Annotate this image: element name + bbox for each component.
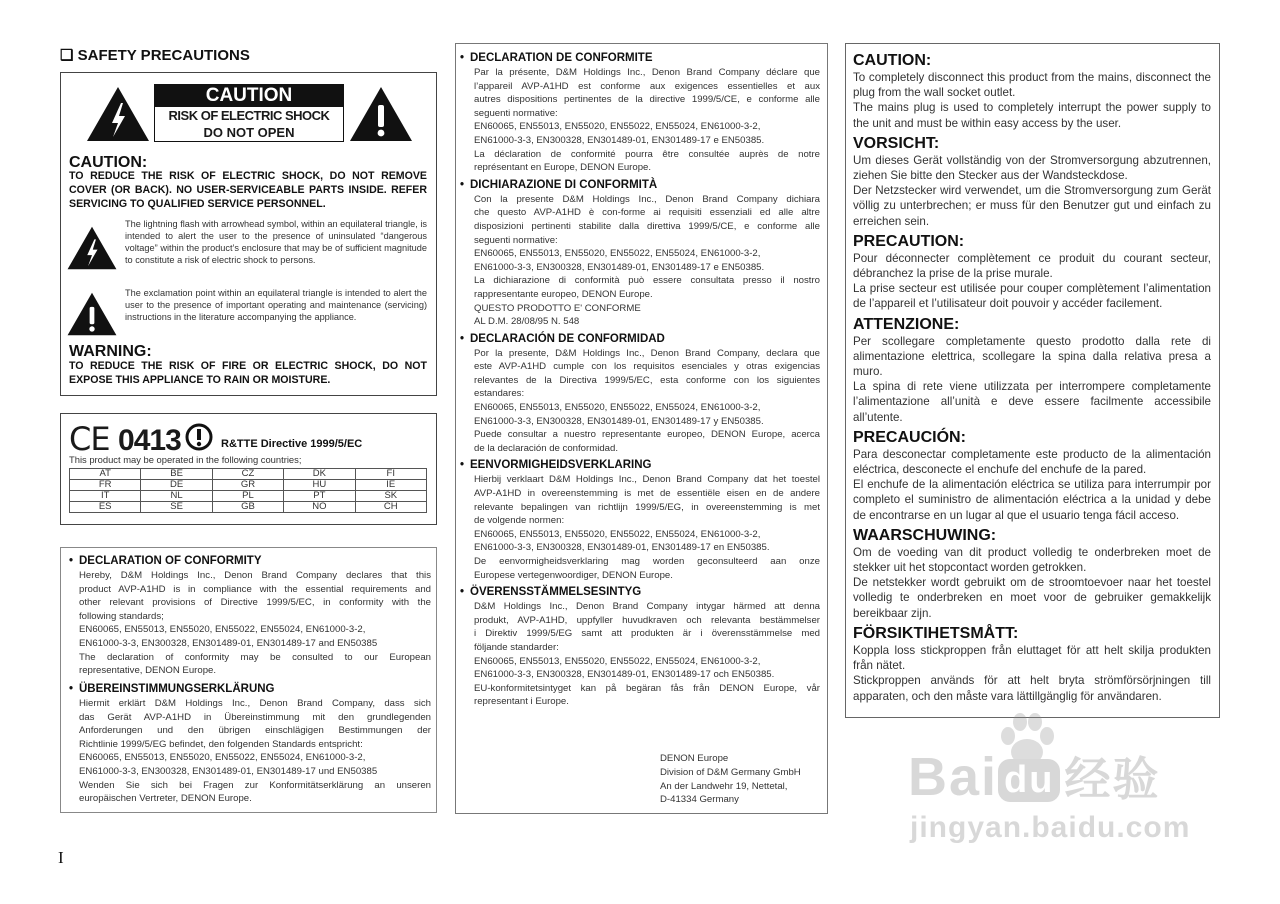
- countries-row: [70, 480, 427, 491]
- section-text: [460, 193, 820, 329]
- text-line: Par la présente, D&M Holdings Inc., Denon Brand Company déclare que: [474, 67, 820, 78]
- section-heading-text: DICHIARAZIONE DI CONFORMITÀ: [470, 178, 658, 191]
- section-heading: [460, 458, 820, 473]
- section-paragraph: Um dieses Gerät vollständig von der Stromversorgung abzutrennen, ziehen Sie bitte den Stecker aus der Wandsteckdose.: [853, 153, 1211, 183]
- text-line: Hierbij verklaart D&M Holdings Inc., Denon Brand Company dat het toestel: [474, 474, 820, 486]
- text-line: Europese vertegenwoordiger, DENON Europe.: [474, 569, 673, 581]
- section-paragraph: Koppla loss stickproppen från eluttaget för att helt skilja produkten från nätet.: [853, 643, 1211, 673]
- section-text: [460, 473, 820, 582]
- baidu-url: jingyan.baidu.com: [910, 811, 1191, 844]
- caution-banner-line1: RISK OF ELECTRIC SHOCK: [168, 108, 330, 123]
- address-line: Division of D&M Germany GmbH: [660, 766, 801, 778]
- section-heading: [460, 51, 820, 66]
- text-line: EN60065, EN55013, EN55020, EN55022, EN55024, EN61000-3-2,: [474, 528, 761, 540]
- caution-box: [60, 72, 437, 396]
- section-paragraph: Pour déconnecter complètement ce produit du courant secteur, débranchez la prise de la prise murale.: [853, 251, 1211, 281]
- text-line: seguenti normative:: [474, 234, 558, 246]
- countries-row: [70, 502, 427, 513]
- bullet-icon: •: [460, 332, 465, 345]
- text-line: EN60065, EN55013, EN55020, EN55022, EN55024, EN61000-3-2,: [474, 655, 761, 667]
- country-code: PL: [212, 491, 283, 502]
- text-line: relevante bepalingen van richtlijn 1999/5/EG, in overeenstemming is met: [474, 501, 820, 513]
- text-line: représentant en Europe, DENON Europe.: [474, 162, 652, 174]
- text-line: Richtlinie 1999/5/EG befindet, den folgenden Standards entspricht:: [79, 738, 363, 750]
- text-line: EN60065, EN55013, EN55020, EN55022, EN55024, EN61000-3-2,: [474, 121, 761, 133]
- declaration-conformity-heading: • DECLARATION OF CONFORMITY: [69, 555, 262, 567]
- rtte-directive: R&TTE Directive 1999/5/EC: [221, 438, 363, 450]
- text-line: EN60065, EN55013, EN55020, EN55022, EN55024, EN61000-3-2,: [474, 248, 761, 260]
- text-line: La dichiarazione di conformità può essere consultata presso il nostro: [474, 275, 820, 287]
- countries-row: [70, 491, 427, 502]
- section-heading: FÖRSIKTIHETSMÅTT:: [853, 624, 1019, 642]
- text-line: EN61000-3-3, EN300328, EN301489-01, EN301489-17 en EN50385.: [474, 542, 770, 554]
- section-paragraph: Der Netzstecker wird verwendet, um die Stromversorgung zum Gerät völlig zu unterbrechen; er muss für den Benutzer gut und einfach zu erreichen sein.: [853, 184, 1211, 228]
- ce-mark: [69, 420, 181, 458]
- country-code: DE: [141, 480, 212, 491]
- section-heading: PRECAUTION:: [853, 232, 965, 250]
- bullet-icon: •: [69, 683, 74, 695]
- lightning-description: The lightning flash with arrowhead symbol, within an equilateral triangle, is intended to alert the user to the presence of uninsulated “dangerous voltage” within the product’s enclosure that may be of sufficient magnitude to constitute a risk of electric shock to persons.: [125, 219, 427, 265]
- section-heading: VORSICHT:: [853, 134, 940, 152]
- text-line: La déclaration de conformité pourra être consultée auprès de notre: [474, 148, 820, 160]
- text-line: europäischen Vertreter, DENON Europe.: [79, 793, 252, 805]
- section-heading: [460, 332, 820, 347]
- section-heading: ATTENZIONE:: [853, 315, 960, 333]
- country-code: NL: [141, 491, 212, 502]
- bullet-icon: •: [69, 555, 74, 567]
- text-line: rappresentante europeo, DENON Europe.: [474, 288, 653, 300]
- section-paragraph: La spina di rete viene utilizzata per interrompere completamente l’alimentazione all’unità e deve essere facilmente accessibile all’utente.: [853, 380, 1211, 424]
- text-line: EN60065, EN55013, EN55020, EN55022, EN55024, EN61000-3-2,: [474, 402, 761, 414]
- text-line: de la declaración de conformidad.: [474, 442, 618, 454]
- text-line: relevantes de la Directiva 1999/5/EC, esta conforme con los siguientes: [474, 374, 820, 386]
- country-code: PT: [284, 491, 355, 502]
- text-line: Hiermit erklärt D&M Holdings Inc., Denon Brand Company, dass sich: [79, 698, 431, 709]
- middle-sections: [460, 51, 820, 709]
- text-line: EU-konformitetsintyget kan på begäran fås från DENON Europe, vår: [474, 682, 820, 694]
- text-line: EN61000-3-3, EN300328, EN301489-01, EN301489-17 e EN50385.: [474, 134, 765, 146]
- exclamation-description: The exclamation point within an equilateral triangle is intended to alert the user to the presence of important operating and maintenance (servicing) instructions in the literature accompanying the appliance.: [125, 288, 427, 322]
- text-line: QUESTO PRODOTTO E' CONFORME: [474, 302, 641, 314]
- section-heading-text: ÖVERENSSTÄMMELSESINTYG: [470, 586, 642, 599]
- text-line: Hereby, D&M Holdings Inc., Denon Brand Company declares that this: [79, 570, 431, 581]
- declaration-box-middle: [455, 43, 828, 814]
- country-code: BE: [141, 469, 212, 480]
- text-line: seguenti normative:: [474, 107, 558, 119]
- countries-table: [69, 468, 427, 513]
- lightning-triangle-icon: [85, 85, 151, 143]
- bullet-icon: •: [460, 178, 465, 191]
- country-code: HU: [284, 480, 355, 491]
- caution-banner: [154, 84, 344, 142]
- baidu-logo: Bai du 经验: [908, 747, 1161, 807]
- text-line: este AVP-A1HD cumple con los requisitos esenciales y otras exigencias: [474, 361, 820, 373]
- section-text: [460, 600, 820, 709]
- alert-circle-icon: [185, 423, 213, 451]
- caution-heading: CAUTION:: [69, 154, 148, 171]
- text-line: EN61000-3-3, EN300328, EN301489-01, EN301489-17 och EN50385.: [474, 669, 775, 681]
- text-line: EN60065, EN55013, EN55020, EN55022, EN55024, EN61000-3-2,: [79, 624, 366, 636]
- text-line: product AVP-A1HD is in compliance with the essential requirements and: [79, 583, 431, 595]
- address-line: D-41334 Germany: [660, 794, 739, 806]
- text-line: estandares:: [474, 388, 525, 400]
- text-line: EN61000-3-3, EN300328, EN301489-01, EN301489-17 e EN50385.: [474, 261, 765, 273]
- section-heading: [460, 585, 820, 600]
- text-line: Puede consultar a nuestro representante europeo, DENON Europe, acerca: [474, 429, 820, 441]
- text-line: das Gerät AVP-A1HD in Übereinstimmung mit den grundlegenden: [79, 711, 431, 723]
- address-line: An der Landwehr 19, Nettetal,: [660, 780, 788, 792]
- section-paragraph: De netstekker wordt gebruikt om de stroomtoevoer naar het toestel volledig te onderbreken en moet voor de gebruiker gemakkelijk bereikbaar zijn.: [853, 576, 1211, 620]
- text-line: produkt, AVP-A1HD, uppfyller huvudkraven och relevanta bestämmelser: [474, 614, 820, 626]
- section-heading: [460, 178, 820, 193]
- caution-text: TO REDUCE THE RISK OF ELECTRIC SHOCK, DO NOT REMOVE COVER (OR BACK). NO USER-SERVICEABLE PARTS INSIDE. REFER SERVICING TO QUALIFIED SERVICE PERSONNEL.: [69, 170, 427, 210]
- section-paragraph: To completely disconnect this product from the mains, disconnect the plug from the wall socket outlet.: [853, 71, 1211, 100]
- warning-heading: WARNING:: [69, 343, 152, 360]
- right-sections: [853, 51, 1211, 704]
- page-number: I: [58, 848, 64, 867]
- country-code: AT: [70, 469, 141, 480]
- text-line: disposizioni pertinenti stabilite dalla direttiva 1999/5/CE, e conforme alle: [474, 220, 820, 232]
- text-line: De eenvormigheidsverklaring mag worden geconsulteerd aan onze: [474, 556, 820, 567]
- bullet-icon: •: [460, 586, 465, 599]
- country-code: IE: [355, 480, 426, 491]
- uebereinstimmung-text: [65, 697, 431, 806]
- section-heading-text: DECLARACIÓN DE CONFORMIDAD: [470, 332, 665, 345]
- denon-europe-address: [660, 752, 801, 807]
- section-heading: PRECAUCIÓN:: [853, 428, 966, 446]
- section-paragraph: Per scollegare completamente questo prodotto dalla rete di alimentazione elettrica, scollegare la spina dalla relativa presa a muro.: [853, 334, 1211, 379]
- country-code: NO: [284, 502, 355, 513]
- section-paragraph: El enchufe de la alimentación eléctrica se utiliza para interrumpir por completo el suministro de alimentación eléctrica a la unidad y debe de encontrarse en un lugar al que el usuario tenga fácil acceso.: [853, 478, 1211, 522]
- text-line: che questo AVP-A1HD è con-forme ai requisiti essenziali ed alle altre: [474, 207, 820, 219]
- text-line: i Direktiv 1999/5/EG samt att produkten är i överensstämmelse med: [474, 628, 820, 640]
- text-line: The declaration of conformity may be consulted to our European: [79, 651, 431, 663]
- declaration-conformity-text: [65, 569, 431, 678]
- operated-countries-text: This product may be operated in the following countries;: [69, 454, 302, 465]
- lightning-triangle-small-icon: [66, 225, 118, 271]
- notified-body-number: 0413: [118, 424, 181, 457]
- text-line: EN61000-3-3, EN300328, EN301489-01, EN301489-17 und EN50385: [79, 765, 378, 777]
- safety-precautions-title: ❑ SAFETY PRECAUTIONS: [60, 47, 250, 64]
- text-line: följande standarder:: [474, 641, 559, 653]
- country-code: SE: [141, 502, 212, 513]
- exclamation-triangle-small-icon: [66, 291, 118, 337]
- exclamation-triangle-icon: [348, 85, 414, 143]
- baidu-watermark: [900, 705, 1230, 865]
- text-line: Con la presente D&M Holdings Inc., Denon Brand Company dichiara: [474, 193, 820, 205]
- text-line: EN60065, EN55013, EN55020, EN55022, EN55024, EN61000-3-2,: [79, 752, 366, 764]
- country-code: IT: [70, 491, 141, 502]
- country-code: CH: [355, 502, 426, 513]
- text-line: autres dispositions pertinentes de la directive 1999/5/CE, e conforme alle: [474, 94, 820, 106]
- bullet-icon: •: [460, 52, 465, 64]
- mains-caution-box: [845, 43, 1220, 718]
- ce-logo: CE: [69, 420, 110, 458]
- bullet-icon: •: [460, 459, 465, 472]
- text-line: EN61000-3-3, EN300328, EN301489-01, EN301489-17 y EN50385.: [474, 415, 764, 427]
- section-heading: WAARSCHUWING:: [853, 526, 997, 544]
- section-paragraph: Stickproppen används för att helt bryta strömförsörjningen till apparaten, och den måste vara lättillgänglig för användaren.: [853, 674, 1211, 703]
- country-code: CZ: [212, 469, 283, 480]
- countries-row: [70, 469, 427, 480]
- section-paragraph: Om de voeding van dit product volledig te onderbreken moet de stekker uit het stopcontact worden getrokken.: [853, 545, 1211, 575]
- text-line: EN61000-3-3, EN300328, EN301489-01, EN301489-17 and EN50385: [79, 637, 378, 649]
- section-paragraph: La prise secteur est utilisée pour couper complètement l’alimentation de l’appareil et l’utilisateur doit pouvoir y accéder facilement.: [853, 282, 1211, 311]
- section-heading-text: EENVORMIGHEIDSVERKLARING: [470, 459, 652, 472]
- text-line: Wenden Sie sich bei Fragen zur Konformitätserklärung an unseren: [79, 779, 431, 791]
- section-paragraph: Para desconectar completamente este producto de la alimentación eléctrica, desconecte el enchufe del enchufe de la pared.: [853, 447, 1211, 477]
- text-line: other relevant provisions of Directive 1999/5/EC, in conformity with the: [79, 597, 431, 609]
- text-line: representative, DENON Europe.: [79, 665, 217, 677]
- rtte-box: [60, 413, 437, 525]
- uebereinstimmung-heading: • ÜBEREINSTIMMUNGSERKLÄRUNG: [69, 683, 275, 695]
- warning-text: TO REDUCE THE RISK OF FIRE OR ELECTRIC SHOCK, DO NOT EXPOSE THIS APPLIANCE TO RAIN OR MOISTURE.: [69, 360, 427, 386]
- declaration-box-left: [60, 547, 437, 813]
- text-line: Anforderungen und den übrigen einschlägigen Bestimmungen der: [79, 725, 431, 737]
- section-paragraph: The mains plug is used to completely interrupt the power supply to the unit and must be within easy access by the user.: [853, 101, 1211, 130]
- text-line: Por la presente, D&M Holdings Inc., Denon Brand Company, declara que: [474, 347, 820, 359]
- address-line: DENON Europe: [660, 753, 729, 764]
- text-line: AL D.M. 28/08/95 N. 548: [474, 316, 580, 328]
- text-line: representant i Europe.: [474, 696, 569, 708]
- country-code: ES: [70, 502, 141, 513]
- text-line: l’appareil AVP-A1HD est conforme aux exigences essentielles et aux: [474, 80, 820, 92]
- section-text: [460, 347, 820, 456]
- caution-banner-title: CAUTION: [155, 85, 343, 107]
- text-line: following standards;: [79, 610, 164, 622]
- section-heading: CAUTION:: [853, 52, 932, 69]
- country-code: FI: [355, 469, 426, 480]
- country-code: FR: [70, 480, 141, 491]
- caution-banner-line2: DO NOT OPEN: [203, 125, 295, 140]
- text-line: AVP-A1HD in overeenstemming is met de essentiële eisen en de andere: [474, 488, 820, 500]
- country-code: DK: [284, 469, 355, 480]
- text-line: de volgende normen:: [474, 515, 565, 527]
- country-code: SK: [355, 491, 426, 502]
- country-code: GR: [212, 480, 283, 491]
- section-heading-text: DECLARATION DE CONFORMITE: [470, 52, 653, 64]
- section-text: [460, 66, 820, 175]
- country-code: GB: [212, 502, 283, 513]
- text-line: D&M Holdings Inc., Denon Brand Company intygar härmed att denna: [474, 601, 820, 613]
